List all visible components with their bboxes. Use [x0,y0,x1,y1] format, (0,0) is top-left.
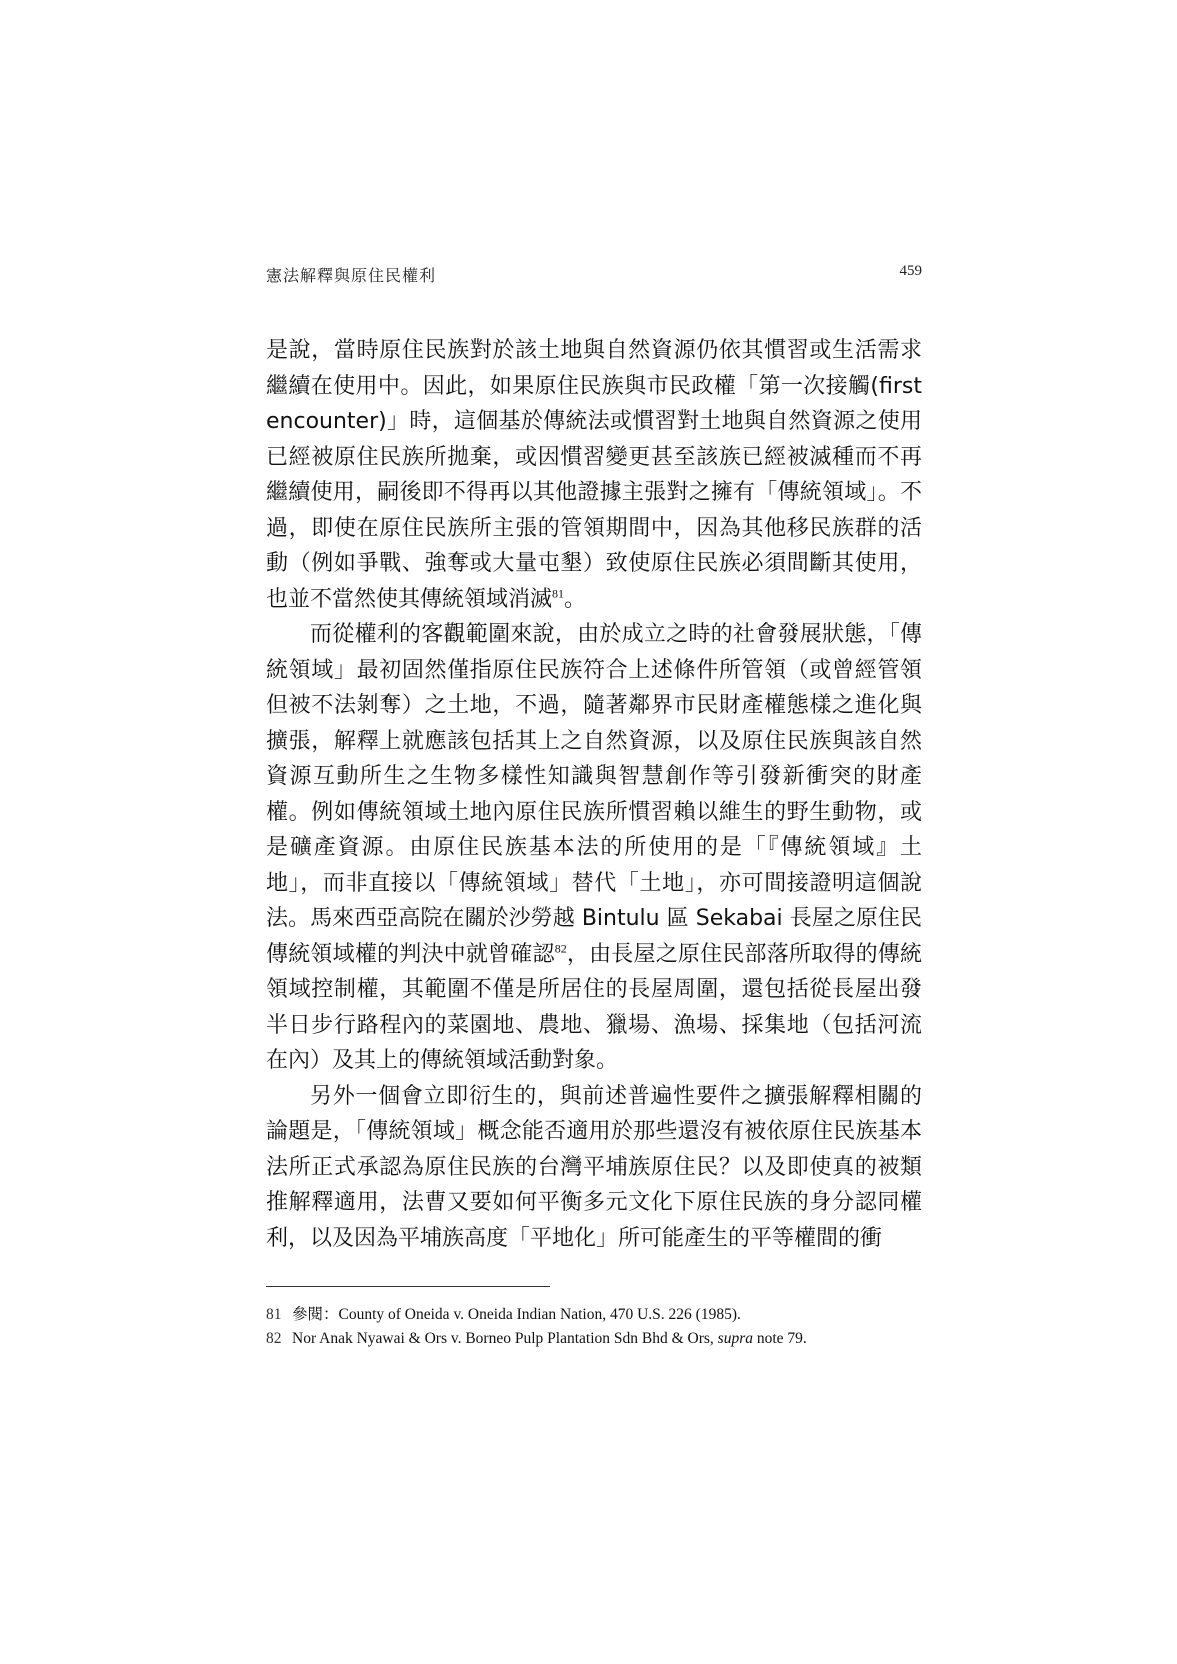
footnote-number: 81 [266,1306,282,1323]
paragraph-3: 另外一個會立即衍生的，與前述普遍性要件之擴張解釋相關的論題是，「傳統領域」概念能否適用於那些還沒有被依原住民族基本法所正式承認為原住民族的台灣平埔族原住民？以及即使真的被類推解釋適用，法曹又要如何平衡多元文化下原住民族的身分認同權利，以及因為平埔族高度「平地化」所可能產生的平等權間的衝 [266,1083,922,1251]
footnote-81 [266,1303,922,1327]
running-title: 憲法解釋與原住民權利 [266,266,437,285]
footnote-number: 82 [266,1330,282,1347]
footnote-divider [266,1286,550,1287]
footnotes [266,1303,922,1351]
footnote-text-tail: note 79. [752,1330,807,1347]
footnote-text-italic: supra [717,1330,753,1347]
running-header [266,263,922,287]
paragraph-1-text: 是說，當時原住民族對於該土地與自然資源仍依其慣習或生活需求繼續在使用中。因此，如果原住民族與市民政權「第一次接觸(first encounter)」時，這個基於傳統法或慣習對土地與自然資源之使用已經被原住民族所拋棄，或因慣習變更甚至該族已經被滅種而不再繼續使用，嗣後即不得再以其他證據主張對之擁有「傳統領域」。不過，即使在原住民族所主張的管領期間中，因為其他移民族群的活動（例如爭戰、強奪或大量屯墾）致使原住民族必須間斷其使用，也並不當然使其傳統領域消滅 [266,338,922,612]
footnote-82 [266,1327,922,1351]
footnote-text: 參閱：County of Oneida v. Oneida Indian Nation, 470 U.S. 226 (1985). [292,1306,741,1323]
paragraph-2-end: ，由長屋之原住民部落所取得的傳統領域控制權，其範圍不僅是所居住的長屋周圍，還包括從長屋出發半日步行路程內的菜園地、農地、獵場、漁場、採集地（包括河流在內）及其上的傳統領域活動對象。 [266,941,922,1073]
page-number: 459 [899,263,922,279]
footnote-ref-82: 82 [554,941,567,956]
footnote-text-lead: Nor Anak Nyawai & Ors v. Borneo Pulp Plantation Sdn Bhd & Ors, [292,1330,718,1347]
paragraph-2 [266,617,922,1079]
paragraph-1-end: 。 [564,586,587,612]
body-text [266,333,922,1256]
footnote-ref-81: 81 [552,586,565,601]
paragraph-1 [266,333,922,617]
footnote-text [292,1330,807,1347]
paragraph-2-text: 而從權利的客觀範圍來說，由於成立之時的社會發展狀態，「傳統領域」最初固然僅指原住民族符合上述條件所管領（或曾經管領但被不法剝奪）之土地，不過，隨著鄰界市民財產權態樣之進化與擴張，解釋上就應該包括其上之自然資源，以及原住民族與該自然資源互動所生之生物多樣性知識與智慧創作等引發新衝突的財產權。例如傳統領域土地內原住民族所慣習賴以維生的野生動物，或是礦產資源。由原住民族基本法的所使用的是「『傳統領域』土地」，而非直接以「傳統領域」替代「土地」，亦可間接證明這個說法。馬來西亞高院在關於沙勞越 Bintulu 區 Sekabai 長屋之原住民傳統領域權的判決中就曾確認 [266,622,922,967]
